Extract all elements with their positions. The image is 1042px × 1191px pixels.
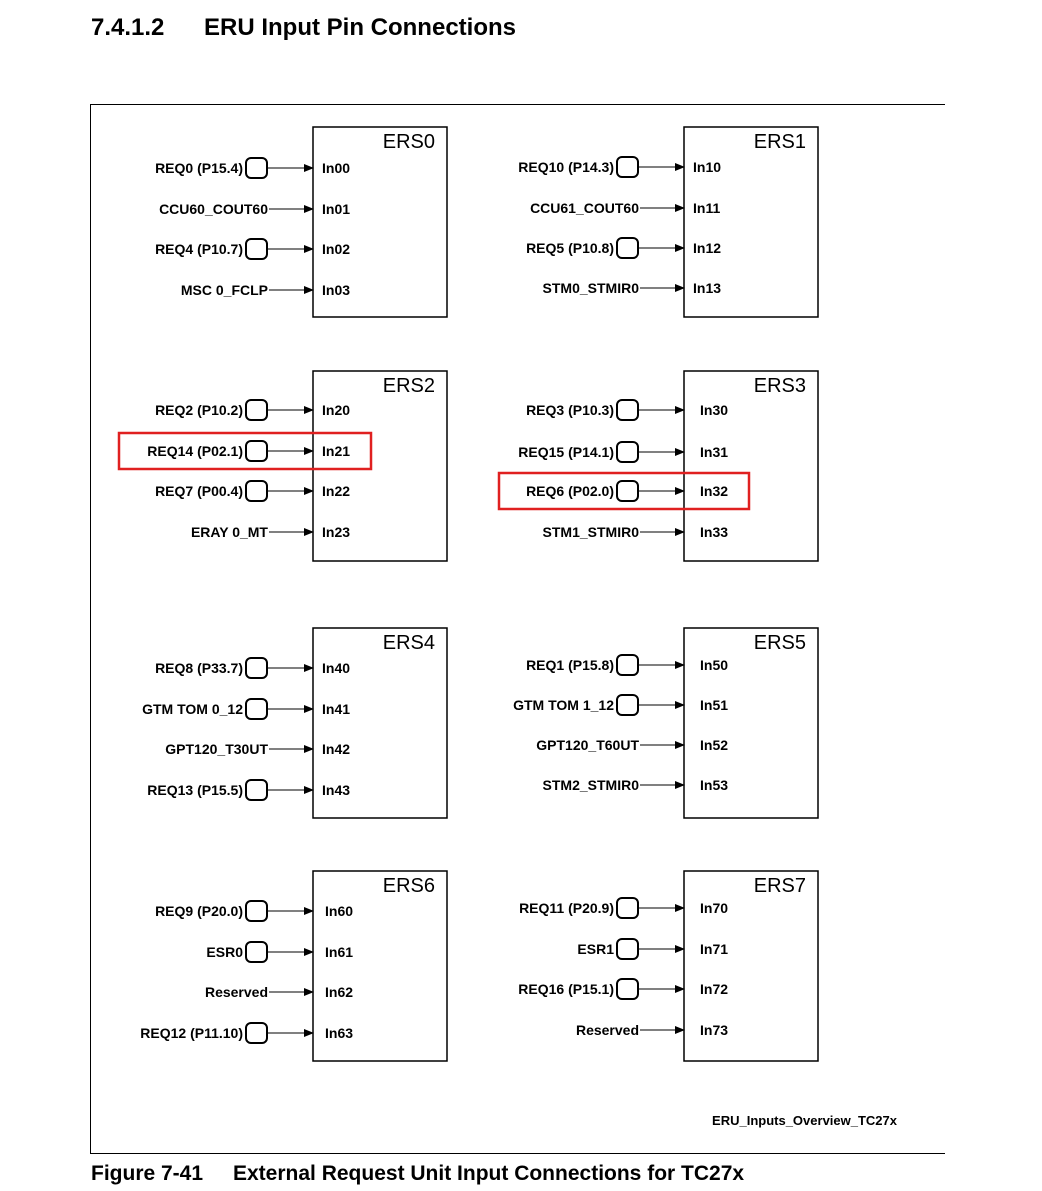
signal-label: REQ14 (P02.1) <box>147 443 243 459</box>
input-row <box>526 400 728 420</box>
input-row <box>518 157 721 177</box>
signal-label: GTM TOM 1_12 <box>513 697 614 713</box>
signal-label: GTM TOM 0_12 <box>142 701 243 717</box>
signal-label: REQ5 (P10.8) <box>526 240 614 256</box>
pin-pad-icon <box>617 695 638 715</box>
input-row <box>519 898 728 918</box>
ers-block-1 <box>518 127 818 317</box>
input-label: In50 <box>700 657 729 673</box>
ers-block-0 <box>155 127 447 317</box>
input-row <box>155 400 350 420</box>
signal-label: ERAY 0_MT <box>190 524 268 540</box>
figure-caption <box>91 1162 744 1186</box>
pin-pad-icon <box>246 658 267 678</box>
input-label: In31 <box>700 444 729 460</box>
signal-label: REQ15 (P14.1) <box>518 444 614 460</box>
signal-label: CCU60_COUT60 <box>159 201 268 217</box>
input-label: In01 <box>322 201 351 217</box>
input-label: In43 <box>322 782 351 798</box>
pin-pad-icon <box>246 699 267 719</box>
input-row <box>518 442 728 462</box>
input-label: In53 <box>700 777 729 793</box>
signal-label: REQ7 (P00.4) <box>155 483 243 499</box>
input-label: In52 <box>700 737 729 753</box>
input-row <box>499 473 749 509</box>
input-label: In70 <box>700 900 729 916</box>
section-number: 7.4.1.2 <box>91 14 165 41</box>
signal-label: REQ9 (P20.0) <box>155 903 243 919</box>
input-label: In41 <box>322 701 351 717</box>
ers-title: ERS3 <box>753 375 806 397</box>
input-row <box>142 699 350 719</box>
input-row <box>155 658 350 678</box>
ers-block-3 <box>499 371 818 561</box>
signal-label: REQ1 (P15.8) <box>526 657 614 673</box>
signal-label: Reserved <box>204 984 268 1000</box>
signal-label: ESR1 <box>577 941 614 957</box>
input-label: In20 <box>322 402 351 418</box>
input-label: In61 <box>325 944 354 960</box>
pin-pad-icon <box>617 238 638 258</box>
signal-label: REQ0 (P15.4) <box>155 160 243 176</box>
input-label: In40 <box>322 660 351 676</box>
pin-pad-icon <box>617 157 638 177</box>
ers-title: ERS5 <box>753 632 806 654</box>
input-label: In22 <box>322 483 351 499</box>
pin-pad-icon <box>246 942 267 962</box>
input-row <box>181 282 350 298</box>
ers-block-2 <box>119 371 447 561</box>
input-row <box>576 1022 728 1038</box>
pin-pad-icon <box>246 901 267 921</box>
input-row <box>526 655 728 675</box>
pin-pad-icon <box>617 400 638 420</box>
ers-title: ERS0 <box>382 131 435 153</box>
input-row <box>543 777 729 793</box>
input-label: In02 <box>322 241 351 257</box>
signal-label: REQ11 (P20.9) <box>519 900 614 916</box>
figure-title: External Request Unit Input Connections for TC27x <box>233 1162 745 1185</box>
signal-label: REQ3 (P10.3) <box>526 402 614 418</box>
input-label: In23 <box>322 524 351 540</box>
pin-pad-icon <box>246 400 267 420</box>
input-label: In32 <box>700 483 729 499</box>
signal-label: Reserved <box>575 1022 639 1038</box>
pin-pad-icon <box>246 481 267 501</box>
diagram-name: ERU_Inputs_Overview_TC27x <box>712 1113 897 1128</box>
ers-title: ERS4 <box>382 632 435 654</box>
ers-title: ERS7 <box>753 875 806 897</box>
signal-label: GPT120_T60UT <box>536 737 639 753</box>
input-row <box>536 737 728 753</box>
input-label: In12 <box>693 240 722 256</box>
signal-label: MSC 0_FCLP <box>180 282 268 298</box>
ers-block-7 <box>518 871 818 1061</box>
pin-pad-icon <box>246 158 267 178</box>
ers-block-6 <box>140 871 447 1061</box>
input-label: In51 <box>700 697 729 713</box>
input-label: In13 <box>693 280 722 296</box>
input-label: In42 <box>322 741 351 757</box>
pin-pad-icon <box>246 1023 267 1043</box>
signal-label: REQ6 (P02.0) <box>526 483 614 499</box>
signal-label: STM0_STMIR0 <box>542 280 639 296</box>
ers-title: ERS1 <box>753 131 806 153</box>
pin-pad-icon <box>617 939 638 959</box>
input-row <box>159 201 350 217</box>
input-label: In71 <box>700 941 729 957</box>
signal-label: GPT120_T30UT <box>165 741 268 757</box>
signal-label: REQ16 (P15.1) <box>518 981 614 997</box>
input-label: In21 <box>322 443 351 459</box>
input-row <box>577 939 728 959</box>
pin-pad-icon <box>617 898 638 918</box>
signal-label: CCU61_COUT60 <box>530 200 639 216</box>
signal-label: REQ10 (P14.3) <box>518 159 614 175</box>
pin-pad-icon <box>246 239 267 259</box>
input-row <box>155 901 353 921</box>
input-row <box>513 695 728 715</box>
input-row <box>147 780 350 800</box>
signal-label: STM1_STMIR0 <box>542 524 639 540</box>
input-row <box>526 238 721 258</box>
input-label: In30 <box>700 402 729 418</box>
signal-label: REQ8 (P33.7) <box>155 660 243 676</box>
pin-pad-icon <box>246 780 267 800</box>
input-row <box>206 942 353 962</box>
input-label: In60 <box>325 903 354 919</box>
input-row <box>155 481 350 501</box>
input-label: In11 <box>693 200 721 216</box>
section-title: ERU Input Pin Connections <box>204 14 516 41</box>
ers-block-5 <box>513 628 818 818</box>
signal-label: ESR0 <box>206 944 243 960</box>
input-label: In72 <box>700 981 729 997</box>
input-label: In62 <box>325 984 354 1000</box>
ers-title: ERS2 <box>382 375 435 397</box>
input-label: In00 <box>322 160 351 176</box>
input-row <box>140 1023 353 1043</box>
pin-pad-icon <box>617 442 638 462</box>
pin-pad-icon <box>617 481 638 501</box>
pin-pad-icon <box>617 979 638 999</box>
input-row <box>155 158 350 178</box>
input-label: In33 <box>700 524 729 540</box>
input-row <box>119 433 371 469</box>
input-row <box>543 280 722 296</box>
input-row <box>205 984 353 1000</box>
signal-label: REQ4 (P10.7) <box>155 241 243 257</box>
input-row <box>530 200 720 216</box>
signal-label: REQ2 (P10.2) <box>155 402 243 418</box>
figure-number: Figure 7-41 <box>91 1162 204 1185</box>
input-row <box>543 524 729 540</box>
signal-label: REQ13 (P15.5) <box>147 782 243 798</box>
input-row <box>165 741 350 757</box>
input-row <box>155 239 350 259</box>
input-label: In63 <box>325 1025 354 1041</box>
pin-pad-icon <box>617 655 638 675</box>
ers-block-4 <box>142 628 447 818</box>
input-label: In73 <box>700 1022 729 1038</box>
signal-label: REQ12 (P11.10) <box>140 1025 243 1041</box>
input-row <box>191 524 350 540</box>
input-row <box>518 979 728 999</box>
signal-label: STM2_STMIR0 <box>542 777 639 793</box>
ers-title: ERS6 <box>382 875 435 897</box>
input-label: In03 <box>322 282 351 298</box>
input-label: In10 <box>693 159 722 175</box>
pin-pad-icon <box>246 441 267 461</box>
